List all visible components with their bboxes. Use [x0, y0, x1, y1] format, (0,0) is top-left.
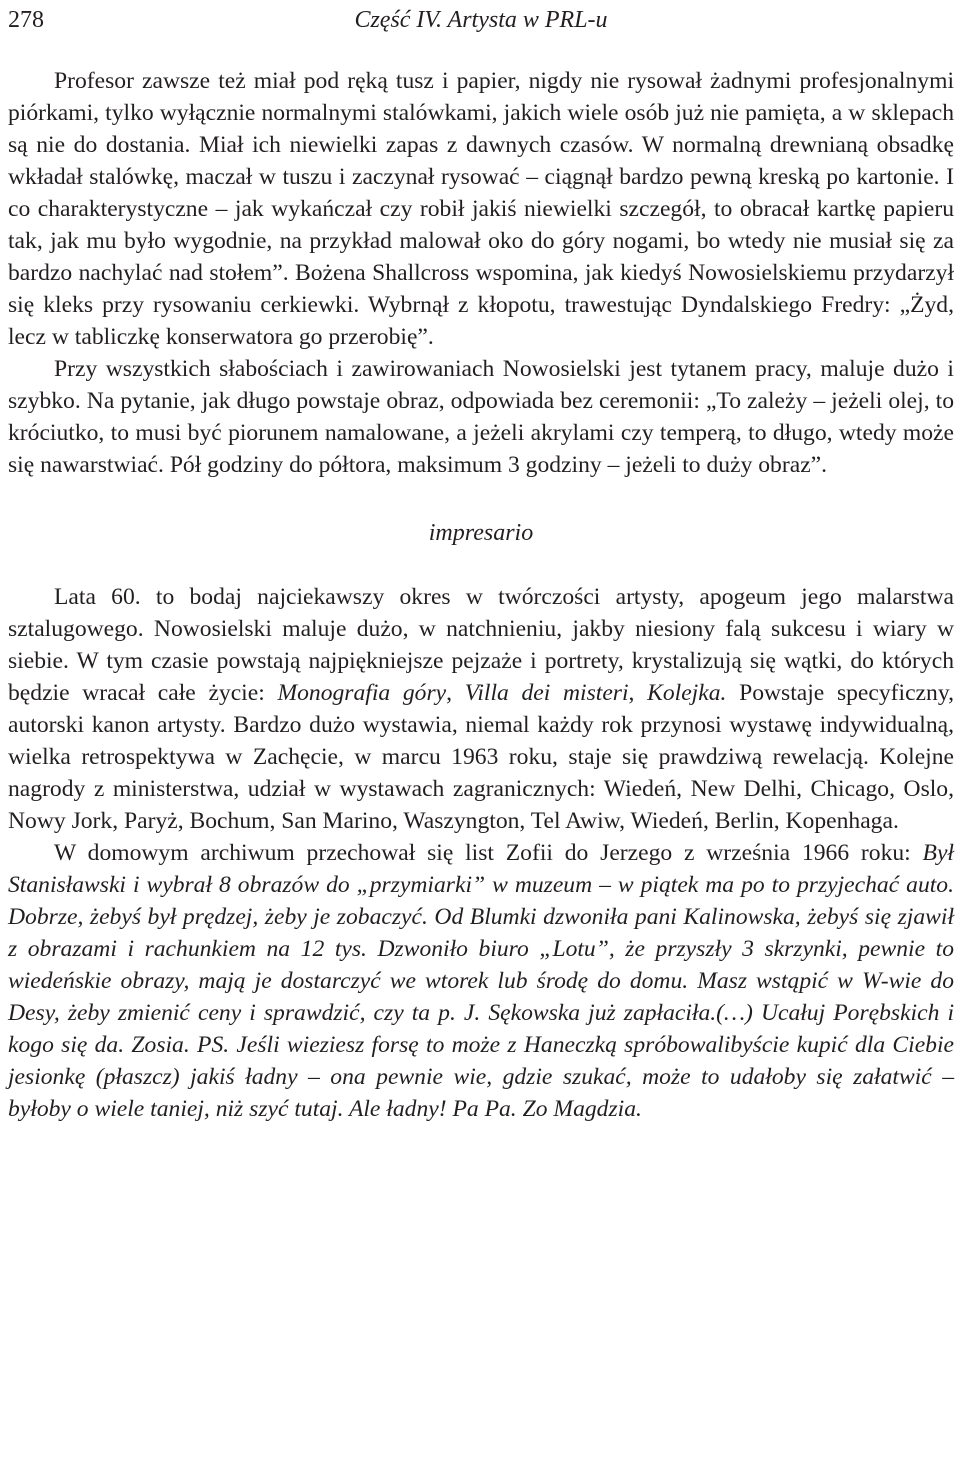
separator: ,	[446, 680, 465, 706]
section-heading: impresario	[428, 520, 534, 546]
paragraph-4-intro: W domowym archiwum przechował się list Zofii do Jerzego z września 1966 roku:	[54, 840, 923, 866]
paragraph-3-text-a: Lata 60. to bodaj najciekawszy okres w twórczości artysty, apogeum jego malarstwa sztalugowego. Nowosielski maluje dużo, w natchnieniu, jakby niesiony falą sukcesu i wiary w siebie. W tym czasie powstają najpiękniejsze pejzaże i portrety, krystalizują się wątki, do których będzie wracał całe życie:	[8, 584, 954, 706]
letter-quote: Był Stanisławski i wybrał 8 obrazów do „przymiarki” w muzeum – w piątek ma po to przyjechać auto. Dobrze, żebyś był prędzej, żeby je zobaczyć. Od Blumki dzwoniła pani Kalinowska, żebyś się zjawił z obrazami i rachunkiem na 12 tys. Dzwoniło biuro „Lotu”, że przyszły 3 skrzynki, pewnie to wiedeńskie obrazy, mają je dostarczyć we wtorek lub środę do domu. Masz wstąpić w W-wie do Desy, żeby zmienić ceny i sprawdzić, czy ta p. J. Sękowska już zapłaciła.(…) Ucałuj Porębskich i kogo się da. Zosia. PS. Jeśli wieziesz forsę to może z Haneczką spróbowalibyście kupić dla Ciebie jesionkę (płaszcz) jakiś ładny – ona pewnie wie, gdzie szukać, może to udałoby się załatwić – byłoby o wiele taniej, niż szyć tutaj. Ale ładny! Pa Pa. Zo Magdzia.	[8, 840, 954, 1122]
paragraph-3	[8, 581, 954, 837]
artwork-title-monografia: Monografia góry	[277, 680, 447, 706]
paragraph-3-text-b: Powstaje specyficzny, autorski kanon artysty. Bardzo dużo wystawia, niemal każdy rok przynosi wystawę indywidualną, wielka retrospektywa w Zachęcie, w marcu 1963 roku, staje się prawdziwą rewelacją. Kolejne nagrody z ministerstwa, udział w wystawach zagranicznych: Wiedeń, New Delhi, Chicago, Oslo, Nowy Jork, Paryż, Bochum, San Marino, Waszyngton, Tel Awiw, Wiedeń, Berlin, Kopenhaga.	[8, 680, 954, 834]
paragraph-1: Profesor zawsze też miał pod ręką tusz i papier, nigdy nie rysował żadnymi profesjonalnymi piórkami, tylko wyłącznie normalnymi stalówkami, jakich wiele osób już nie pamięta, a w sklepach są nie do dostania. Miał ich niewielki zapas z dawnych czasów. W normalną drewnianą obsadkę wkładał stalówkę, maczał w tuszu i zaczynał rysować – ciągnął bardzo pewną kreską po kartonie. I co charakterystyczne – jak wykańczał czy robił jakiś niewielki szczegół, to obracał kartkę papieru tak, jak mu było wygodnie, na przykład malował oko do góry nogami, bo wtedy nie musiał się za bardzo nachylać nad stołem”. Bożena Shallcross wspomina, jak kiedyś Nowosielskiemu przydarzył się kleks przy rysowaniu cerkiewki. Wybrnął z kłopotu, trawestując Dyndalskiego Fredry: „Żyd, lecz w tabliczkę konserwatora go przerobię”.	[8, 68, 954, 350]
artwork-title-villa: Villa dei misteri	[464, 680, 629, 706]
book-page	[8, 0, 954, 1480]
page-header	[8, 0, 954, 40]
separator: ,	[628, 680, 648, 706]
page-number: 278	[8, 7, 44, 33]
artwork-title-kolejka: Kolejka.	[647, 680, 727, 706]
paragraph-2: Przy wszystkich słabościach i zawirowaniach Nowosielski jest tytanem pracy, maluje dużo i szybko. Na pytanie, jak długo powstaje obraz, odpowiada bez ceremonii: „To zależy – jeżeli olej, to króciutko, to musi być piorunem namalowane, a jeżeli akrylami czy temperą, to długo, wtedy może się nawarstwiać. Pół godziny do półtora, maksimum 3 godziny – jeżeli to duży obraz”.	[8, 356, 954, 478]
body-text	[8, 65, 954, 1125]
paragraph-4	[8, 837, 954, 1125]
running-head: Część IV. Artysta w PRL-u	[354, 7, 608, 33]
